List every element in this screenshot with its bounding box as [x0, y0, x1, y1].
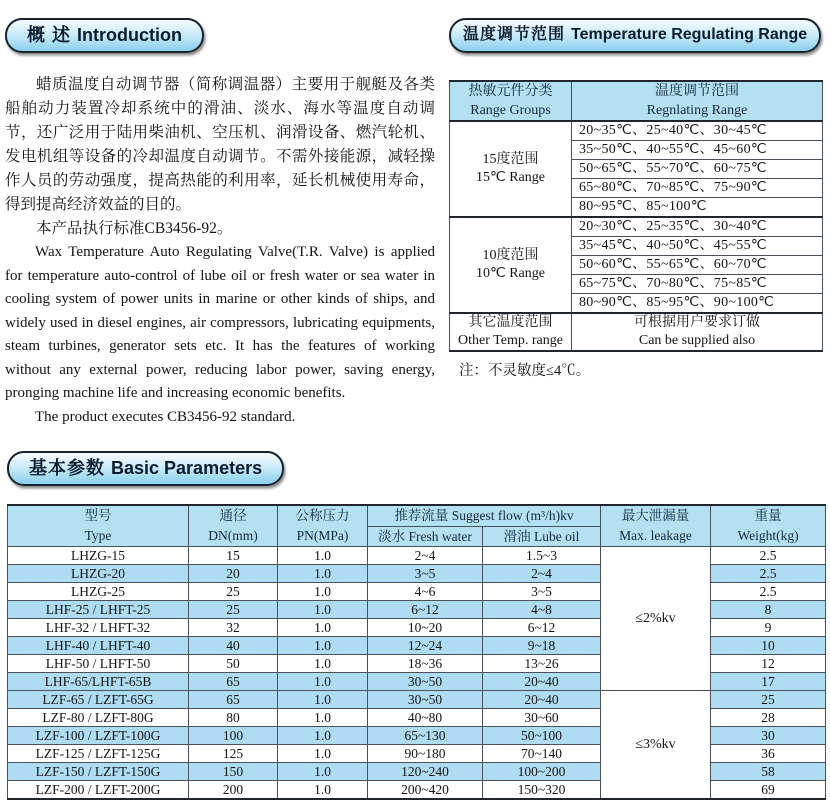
lube-oil-flow-cell: 20~40 [483, 691, 601, 709]
lube-oil-flow-cell: 4~8 [483, 601, 601, 619]
fresh-water-column-header: 淡水 Fresh water [368, 527, 483, 547]
pn-cell: 1.0 [278, 565, 368, 583]
temp-range-section-header [449, 18, 821, 53]
range-values-cell: 50~65℃、55~70℃、60~75℃ [572, 160, 823, 179]
temp-range-table-head [450, 81, 823, 121]
basic-params-table-body [8, 547, 826, 800]
dn-column-header: 通径 DN(mm) [189, 505, 278, 547]
range-values-cell: 20~35℃、25~40℃、30~45℃ [572, 121, 823, 141]
basic-params-section-header [7, 451, 284, 486]
dn-cell: 15 [189, 547, 278, 565]
fresh-water-flow-cell: 4~6 [368, 583, 483, 601]
pn-cell: 1.0 [278, 727, 368, 745]
lube-oil-flow-cell: 70~140 [483, 745, 601, 763]
param-row [8, 691, 826, 709]
fresh-water-flow-cell: 200~420 [368, 781, 483, 800]
dn-cell: 200 [189, 781, 278, 800]
pn-column-header: 公称压力 PN(MPa) [278, 505, 368, 547]
pn-cell: 1.0 [278, 691, 368, 709]
pn-cell: 1.0 [278, 655, 368, 673]
range-group-label: 10度范围 10℃ Range [450, 217, 572, 313]
dn-cell: 100 [189, 727, 278, 745]
weight-cell: 25 [711, 691, 826, 709]
weight-cell: 12 [711, 655, 826, 673]
type-cell: LHF-65/LHFT-65B [8, 673, 189, 691]
weight-cell: 36 [711, 745, 826, 763]
range-groups-column-header: 热敏元件分类 Range Groups [450, 81, 572, 121]
lube-oil-flow-cell: 50~100 [483, 727, 601, 745]
type-cell: LHZG-15 [8, 547, 189, 565]
lube-oil-flow-cell: 6~12 [483, 619, 601, 637]
suggest-flow-column-header: 推荐流量 Suggest flow (m³/h)kv [368, 505, 601, 527]
range-group-label: 15度范围 15℃ Range [450, 121, 572, 217]
sensitivity-note: 注：不灵敏度≤4℃。 [459, 363, 591, 379]
type-cell: LHF-32 / LHFT-32 [8, 619, 189, 637]
fresh-water-flow-cell: 18~36 [368, 655, 483, 673]
lube-oil-flow-cell: 150~320 [483, 781, 601, 800]
dn-cell: 40 [189, 637, 278, 655]
pn-cell: 1.0 [278, 673, 368, 691]
type-cell: LZF-200 / LZFT-200G [8, 781, 189, 800]
type-cell: LZF-65 / LZFT-65G [8, 691, 189, 709]
range-values-cell: 65~80℃、70~85℃、75~90℃ [572, 179, 823, 198]
lube-oil-flow-cell: 2~4 [483, 565, 601, 583]
basic-params-section [5, 451, 825, 800]
weight-cell: 2.5 [711, 547, 826, 565]
intro-title-zh: 概 述 [27, 25, 72, 45]
temp-table-body [450, 121, 823, 351]
max-leakage-cell: ≤2%kv [601, 547, 711, 691]
fresh-water-flow-cell: 10~20 [368, 619, 483, 637]
fresh-water-flow-cell: 3~5 [368, 565, 483, 583]
pn-cell: 1.0 [278, 619, 368, 637]
range-values-cell: 35~45℃、40~50℃、45~55℃ [572, 237, 823, 256]
pn-cell: 1.0 [278, 601, 368, 619]
range-values-cell: 80~95℃、85~100℃ [572, 198, 823, 218]
weight-cell: 30 [711, 727, 826, 745]
other-temp-range-value: 可根据用户要求订做 Can be supplied also [572, 313, 823, 351]
param-row [8, 547, 826, 565]
basic-params-title-en: Basic Parameters [111, 458, 263, 478]
dn-cell: 32 [189, 619, 278, 637]
type-cell: LHF-50 / LHFT-50 [8, 655, 189, 673]
type-cell: LHZG-25 [8, 583, 189, 601]
intro-section-header [5, 18, 204, 53]
range-values-cell: 35~50℃、40~55℃、45~60℃ [572, 141, 823, 160]
fresh-water-flow-cell: 65~130 [368, 727, 483, 745]
lube-oil-flow-cell: 30~60 [483, 709, 601, 727]
dn-cell: 80 [189, 709, 278, 727]
lube-oil-flow-cell: 9~18 [483, 637, 601, 655]
pn-cell: 1.0 [278, 547, 368, 565]
fresh-water-flow-cell: 30~50 [368, 673, 483, 691]
other-temp-range-label: 其它温度范围 Other Temp. range [450, 313, 572, 351]
weight-cell: 58 [711, 763, 826, 781]
intro-paragraph-zh: 蜡质温度自动调节器（简称调温器）主要用于舰艇及各类船舶动力装置冷却系统中的滑油、淡水、海水等温度自动调节，还广泛用于陆用柴油机、空压机、润滑设备、燃汽轮机、发电机组等设备的冷却温度自动调节。不需外接能源，减轻操作人员的劳动强度，提高热能的利用率，延长机械使用寿命，得到提高经济效益的目的。 [5, 76, 435, 213]
weight-column-header: 重量 Weight(kg) [711, 505, 826, 547]
fresh-water-flow-cell: 90~180 [368, 745, 483, 763]
fresh-water-flow-cell: 40~80 [368, 709, 483, 727]
dn-cell: 50 [189, 655, 278, 673]
lube-oil-flow-cell: 20~40 [483, 673, 601, 691]
temp-range-row [450, 217, 823, 237]
temp-range-title-en: Temperature Regulating Range [571, 26, 808, 43]
dn-cell: 65 [189, 673, 278, 691]
pn-cell: 1.0 [278, 763, 368, 781]
type-cell: LHF-40 / LHFT-40 [8, 637, 189, 655]
dn-cell: 125 [189, 745, 278, 763]
fresh-water-flow-cell: 6~12 [368, 601, 483, 619]
intro-body [5, 73, 435, 429]
fresh-water-flow-cell: 2~4 [368, 547, 483, 565]
range-values-cell: 50~60℃、55~65℃、60~70℃ [572, 256, 823, 275]
fresh-water-flow-cell: 30~50 [368, 691, 483, 709]
range-values-cell: 20~30℃、25~35℃、30~40℃ [572, 217, 823, 237]
range-values-cell: 65~75℃、70~80℃、75~85℃ [572, 275, 823, 294]
weight-cell: 10 [711, 637, 826, 655]
basic-params-title-zh: 基本参数 [29, 458, 105, 478]
weight-cell: 28 [711, 709, 826, 727]
type-cell: LZF-125 / LZFT-125G [8, 745, 189, 763]
intro-paragraph-en: Wax Temperature Auto Regulating Valve(T.R. Valve) is applied for temperature auto-control of lube oil or fresh water or sea water in cooling system of power units in marine or other kinds of ships, and widely used in diesel engines, air compressors, lubricating equipments, steam turbines, generator sets etc. It has the features of working without any external power, reducing labor power, saving energy, pronging machine life and increasing economic benefits. [5, 244, 435, 401]
lube-oil-flow-cell: 3~5 [483, 583, 601, 601]
weight-cell: 8 [711, 601, 826, 619]
temp-range-section [449, 18, 825, 380]
weight-cell: 2.5 [711, 583, 826, 601]
type-cell: LZF-150 / LZFT-150G [8, 763, 189, 781]
weight-cell: 17 [711, 673, 826, 691]
type-column-header: 型号 Type [8, 505, 189, 547]
other-temp-range-row [450, 313, 823, 351]
type-cell: LZF-100 / LZFT-100G [8, 727, 189, 745]
top-section [5, 18, 825, 429]
pn-cell: 1.0 [278, 583, 368, 601]
intro-title-en: Introduction [77, 25, 182, 45]
type-cell: LHF-25 / LHFT-25 [8, 601, 189, 619]
intro-standard-zh: 本产品执行标准CB3456-92。 [36, 220, 233, 237]
dn-cell: 150 [189, 763, 278, 781]
range-values-cell: 80~90℃、85~95℃、90~100℃ [572, 294, 823, 314]
lube-oil-flow-cell: 100~200 [483, 763, 601, 781]
max-leakage-column-header: 最大泄漏量 Max. leakage [601, 505, 711, 547]
intro-standard-en: The product executes CB3456-92 standard. [35, 408, 296, 425]
weight-cell: 2.5 [711, 565, 826, 583]
max-leakage-cell: ≤3%kv [601, 691, 711, 800]
lube-oil-column-header: 滑油 Lube oil [483, 527, 601, 547]
lube-oil-flow-cell: 13~26 [483, 655, 601, 673]
weight-cell: 9 [711, 619, 826, 637]
dn-cell: 25 [189, 583, 278, 601]
regulating-range-column-header: 温度调节范围 Regnlating Range [572, 81, 823, 121]
fresh-water-flow-cell: 12~24 [368, 637, 483, 655]
temp-range-row [450, 121, 823, 141]
weight-cell: 69 [711, 781, 826, 800]
pn-cell: 1.0 [278, 709, 368, 727]
dn-cell: 20 [189, 565, 278, 583]
temp-range-table [449, 80, 823, 352]
type-cell: LZF-80 / LZFT-80G [8, 709, 189, 727]
intro-section [5, 18, 435, 429]
temp-range-title-zh: 温度调节范围 [463, 26, 566, 43]
lube-oil-flow-cell: 1.5~3 [483, 547, 601, 565]
dn-cell: 65 [189, 691, 278, 709]
pn-cell: 1.0 [278, 637, 368, 655]
basic-params-table-head [8, 505, 826, 547]
basic-params-table [7, 504, 826, 800]
dn-cell: 25 [189, 601, 278, 619]
pn-cell: 1.0 [278, 745, 368, 763]
type-cell: LHZG-20 [8, 565, 189, 583]
fresh-water-flow-cell: 120~240 [368, 763, 483, 781]
pn-cell: 1.0 [278, 781, 368, 800]
